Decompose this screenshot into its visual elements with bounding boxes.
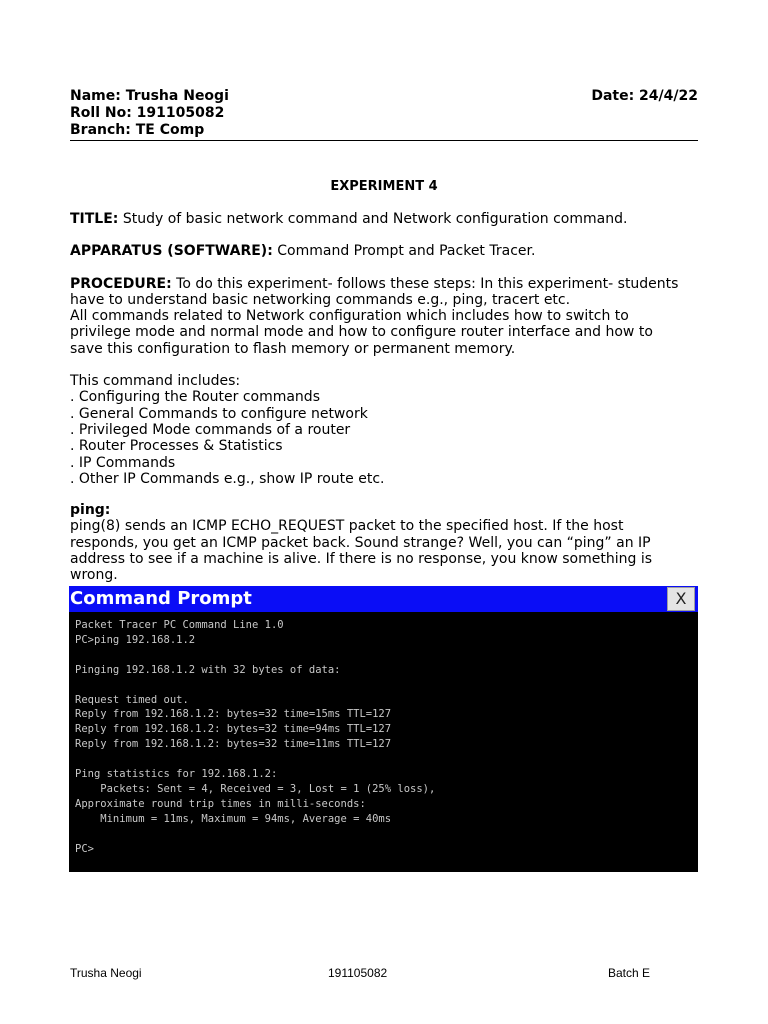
list-item: . IP Commands xyxy=(70,454,176,471)
includes-heading: This command includes: xyxy=(70,373,241,390)
title-paragraph xyxy=(70,211,710,227)
ping-paragraph xyxy=(70,518,710,583)
ping-line: responds, you get an ICMP packet back. Sound strange? Well, you can “ping” an IP xyxy=(70,534,651,551)
title-text: Study of basic network command and Network configuration command. xyxy=(122,211,628,227)
procedure-line: have to understand basic networking commands e.g., ping, tracert etc. xyxy=(70,291,571,308)
document-body xyxy=(70,211,710,584)
command-prompt-title: Command Prompt xyxy=(70,588,252,609)
command-prompt-console xyxy=(69,612,698,872)
procedure-paragraph xyxy=(70,276,710,357)
branch: Branch: TE Comp xyxy=(70,122,205,138)
procedure-line: All commands related to Network configuration which includes how to switch to xyxy=(70,308,629,325)
document-header xyxy=(70,88,698,139)
command-prompt-titlebar xyxy=(69,586,698,612)
command-prompt-screenshot xyxy=(69,586,698,872)
procedure-label: PROCEDURE: xyxy=(70,275,172,292)
header-row-name-date xyxy=(70,88,698,105)
list-item: . Configuring the Router commands xyxy=(70,389,320,406)
footer-name: Trusha Neogi xyxy=(70,966,142,980)
list-item: . Router Processes & Statistics xyxy=(70,438,283,455)
ping-line: ping(8) sends an ICMP ECHO_REQUEST packet to the specified host. If the host xyxy=(70,518,624,535)
console-output: Packet Tracer PC Command Line 1.0 PC>ping 192.168.1.2 Pinging 192.168.1.2 with 32 bytes of data: Request timed out. Reply from 192.168.1.2: bytes=32 time=15ms TTL=127 Reply from 192.168.1.2: bytes=32 time=94ms TTL=127 Reply from 192.168.1.2: bytes=32 time=11ms TTL=127 Ping statistics for 192.168.1.2: Packets: Sent = 4, Received = 3, Lost = 1 (25% loss), Approximate round trip times in milli-seconds: Minimum = 11ms, Maximum = 94ms, Average = 40ms PC> xyxy=(75,619,436,855)
header-divider xyxy=(70,140,698,141)
apparatus-text: Command Prompt and Packet Tracer. xyxy=(277,243,536,260)
footer-batch: Batch E xyxy=(608,966,651,980)
list-item: . General Commands to configure network xyxy=(70,405,368,422)
procedure-line: privilege mode and normal mode and how to configure router interface and how to xyxy=(70,324,653,341)
roll-number: Roll No: 191105082 xyxy=(70,105,225,121)
page-footer xyxy=(0,966,768,980)
footer-roll: 191105082 xyxy=(328,966,388,980)
list-item: . Privileged Mode commands of a router xyxy=(70,421,351,438)
apparatus-paragraph xyxy=(70,243,710,259)
apparatus-label: APPARATUS (SOFTWARE): xyxy=(70,243,273,260)
title-label: TITLE: xyxy=(70,211,119,227)
ping-line: address to see if a machine is alive. If there is no response, you know something is xyxy=(70,551,653,568)
includes-list xyxy=(70,389,710,487)
procedure-line: save this configuration to flash memory or permanent memory. xyxy=(70,340,516,357)
procedure-line: PROCEDURE: To do this experiment- follows these steps: In this experiment- students xyxy=(70,275,679,292)
list-item: . Other IP Commands e.g., show IP route etc. xyxy=(70,470,385,487)
close-button: X xyxy=(667,587,695,611)
ping-line: wrong. xyxy=(70,567,118,584)
experiment-title: EXPERIMENT 4 xyxy=(330,179,438,194)
date: Date: 24/4/22 xyxy=(591,88,698,104)
ping-heading: ping: xyxy=(70,502,111,519)
student-name: Name: Trusha Neogi xyxy=(70,88,229,104)
